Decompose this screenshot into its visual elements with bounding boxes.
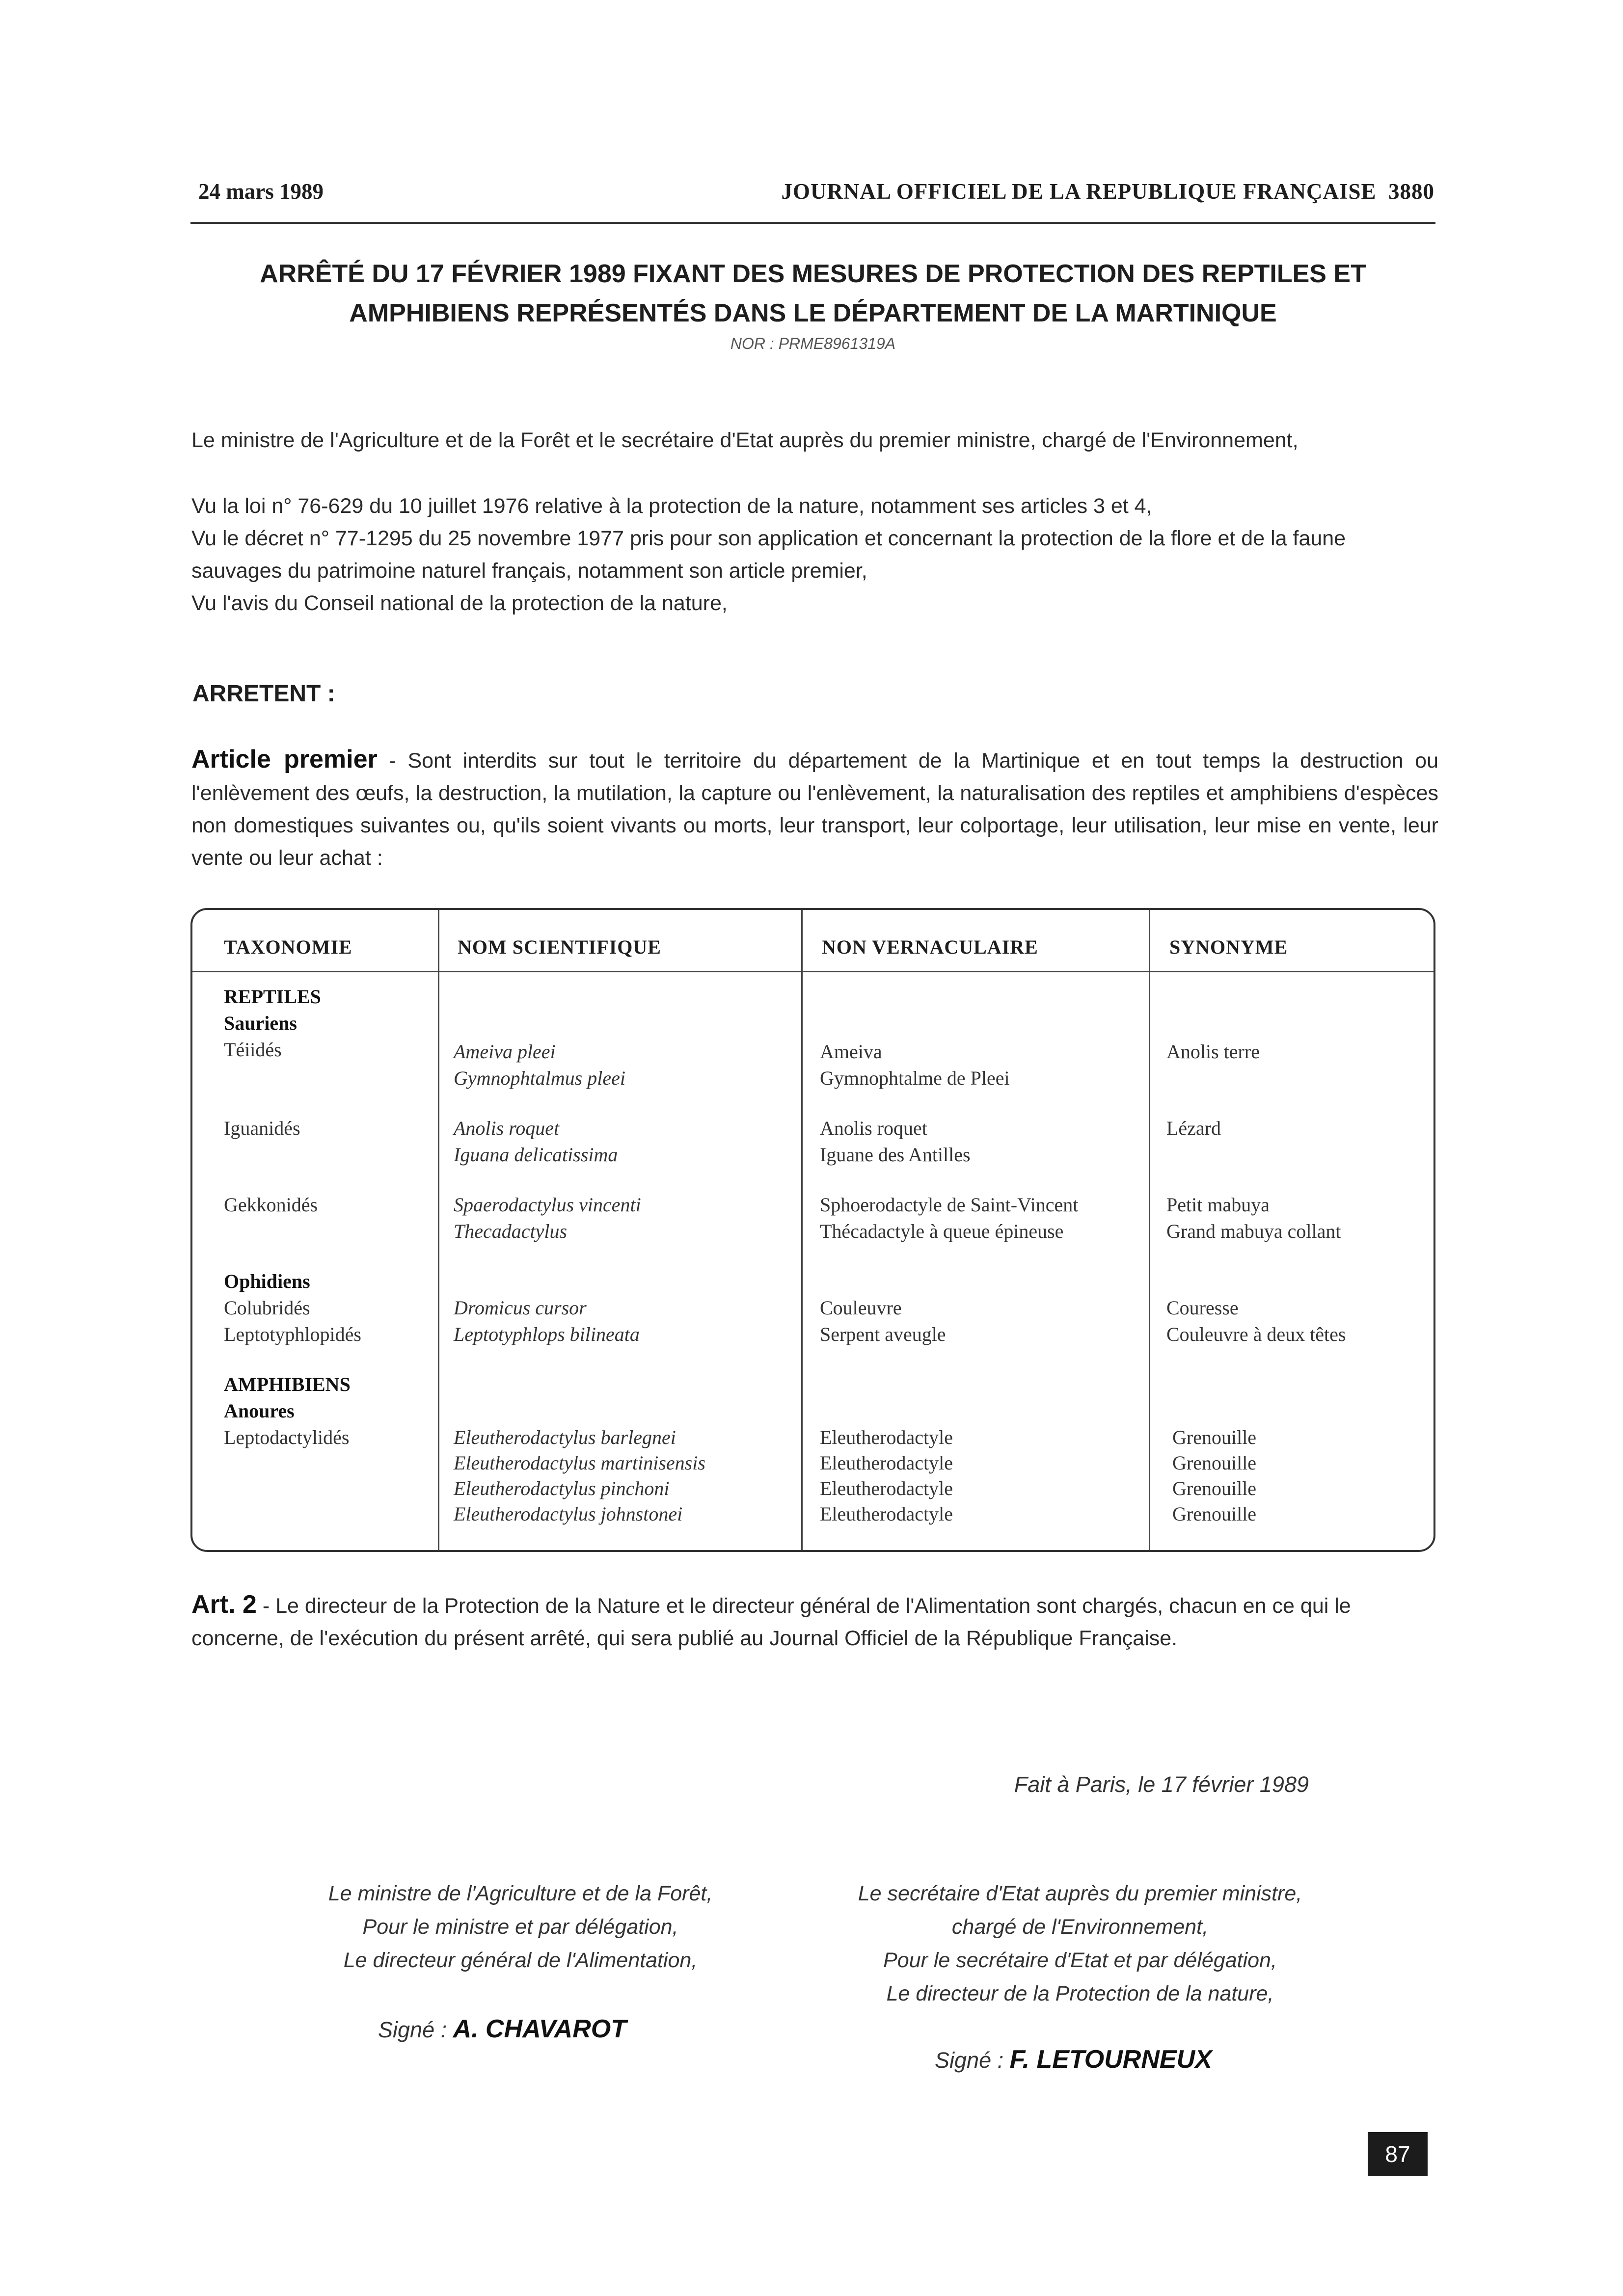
signature-right-line: Le directeur de la Protection de la nature, (886, 1982, 1274, 2005)
family-gekkonides: Gekkonidés (224, 1194, 318, 1216)
table-cell-vernacular: Gymnophtalme de Pleei (820, 1067, 1010, 1089)
table-cell-scientific: Ameiva pleei (454, 1041, 556, 1063)
visa-avis: Vu l'avis du Conseil national de la protection de la nature, (191, 591, 728, 615)
table-header-nom-vernaculaire: NON VERNACULAIRE (822, 936, 1038, 958)
signature-left-line: Le ministre de l'Agriculture et de la Forêt, (328, 1882, 713, 1905)
table-cell-scientific: Eleutherodactylus pinchoni (454, 1477, 670, 1499)
table-cell-scientific: Gymnophtalmus pleei (454, 1067, 625, 1089)
signature-right-line: chargé de l'Environnement, (951, 1915, 1209, 1939)
table-cell-synonym: Grand mabuya collant (1166, 1220, 1341, 1242)
table-cell-scientific: Eleutherodactylus johnstonei (454, 1503, 683, 1525)
group-amphibiens: AMPHIBIENS (224, 1373, 351, 1395)
visa-decret: Vu le décret n° 77-1295 du 25 novembre 1977 pris pour son application et concernant la protection de la flore et de la faune sauvages du patrimoine naturel français, notamment son article premier, (191, 527, 1346, 583)
table-cell-synonym: Petit mabuya (1166, 1194, 1270, 1216)
family-leptodactylides: Leptodactylidés (224, 1426, 350, 1448)
visa-paragraph (191, 490, 1438, 619)
document-title-line1: ARRÊTÉ DU 17 FÉVRIER 1989 FIXANT DES MESURES DE PROTECTION DES REPTILES ET (260, 260, 1366, 288)
table-header-taxonomie: TAXONOMIE (224, 936, 352, 958)
table-cell-vernacular: Couleuvre (820, 1297, 902, 1319)
group-anoures: Anoures (224, 1400, 295, 1422)
table-cell-vernacular: Eleutherodactyle (820, 1426, 953, 1448)
table-cell-synonym: Anolis terre (1166, 1041, 1260, 1063)
table-cell-scientific: Anolis roquet (454, 1117, 560, 1139)
family-leptotyphlopides: Leptotyphlopidés (224, 1323, 361, 1345)
table-cell-vernacular: Eleutherodactyle (820, 1503, 953, 1525)
article-premier-text: - Sont interdits sur tout le territoire du département de la Martinique et en tout temps la destruction ou l'enlèvement des œufs, la destruction, la mutilation, la capture ou l'enlèvement, la naturalisation des reptiles et amphibiens d'espèces non domestiques suivantes ou, qu'ils soient vivants ou morts, leur transport, leur colportage, leur utilisation, leur mise en vente, leur vente ou leur achat : (191, 749, 1438, 870)
article-2 (191, 1588, 1438, 1655)
signatory-name-right: F. LETOURNEUX (1009, 2045, 1212, 2074)
signe-label: Signé : (378, 2017, 453, 2042)
table-cell-synonym: Couleuvre à deux têtes (1166, 1323, 1346, 1345)
article-premier (191, 743, 1438, 874)
signature-left-line: Le directeur général de l'Alimentation, (343, 1949, 698, 1972)
table-cell-scientific: Spaerodactylus vincenti (454, 1194, 641, 1216)
column-divider (438, 910, 439, 1550)
visa-loi: Vu la loi n° 76-629 du 10 juillet 1976 relative à la protection de la nature, notamment ses articles 3 et 4, (191, 494, 1152, 518)
table-cell-synonym: Couresse (1166, 1297, 1239, 1319)
table-cell-vernacular: Sphoerodactyle de Saint-Vincent (820, 1194, 1079, 1216)
family-iguanides: Iguanidés (224, 1117, 300, 1139)
arretent-heading: ARRETENT : (192, 681, 335, 707)
table-cell-vernacular: Serpent aveugle (820, 1323, 946, 1345)
signatory-name-left: A. CHAVAROT (453, 2015, 626, 2043)
table-cell-scientific: Eleutherodactylus barlegnei (454, 1426, 676, 1448)
group-ophidiens: Ophidiens (224, 1270, 310, 1292)
table-cell-vernacular: Ameiva (820, 1041, 882, 1063)
table-cell-synonym: Lézard (1166, 1117, 1221, 1139)
nor-reference: NOR : PRME8961319A (730, 335, 896, 352)
table-cell-scientific: Leptotyphlops bilineata (454, 1323, 640, 1345)
table-cell-synonym: Grenouille (1172, 1477, 1257, 1499)
species-table (190, 908, 1435, 1552)
table-cell-synonym: Grenouille (1172, 1426, 1257, 1448)
family-colubrides: Colubridés (224, 1297, 310, 1319)
table-cell-synonym: Grenouille (1172, 1452, 1257, 1474)
table-header-nom-scientifique: NOM SCIENTIFIQUE (458, 936, 661, 958)
signature-block-right (795, 1877, 1365, 2010)
header-date: 24 mars 1989 (198, 179, 324, 204)
column-divider (801, 910, 803, 1550)
family-teiides: Téiidés (224, 1039, 282, 1061)
signe-chavarot (378, 2014, 626, 2044)
table-cell-vernacular: Thécadactyle à queue épineuse (820, 1220, 1064, 1242)
article-premier-label: Article premier (191, 745, 378, 774)
header-divider (192, 971, 1434, 972)
column-divider (1149, 910, 1150, 1550)
table-cell-scientific: Dromicus cursor (454, 1297, 587, 1319)
group-reptiles: REPTILES (224, 986, 321, 1008)
group-sauriens: Sauriens (224, 1012, 297, 1034)
signature-block-left (265, 1877, 776, 1977)
document-title-line2: AMPHIBIENS REPRÉSENTÉS DANS LE DÉPARTEMENT DE LA MARTINIQUE (349, 299, 1277, 327)
article-2-text: - Le directeur de la Protection de la Nature et le directeur général de l'Alimentation sont chargés, chacun en ce qui le concerne, de l'exécution du présent arrêté, qui sera publié au Journal Officiel de la République Française. (191, 1594, 1351, 1650)
table-header-synonyme: SYNONYME (1169, 936, 1288, 958)
signature-left-line: Pour le ministre et par délégation, (362, 1915, 678, 1939)
table-cell-vernacular: Eleutherodactyle (820, 1477, 953, 1499)
fait-a-paris: Fait à Paris, le 17 février 1989 (1014, 1772, 1309, 1797)
header-rule (190, 222, 1435, 224)
journal-page: 3880 (1388, 179, 1434, 204)
page-number-badge: 87 (1368, 2132, 1428, 2176)
header-journal-title (782, 179, 1434, 204)
intro-paragraph: Le ministre de l'Agriculture et de la Forêt et le secrétaire d'Etat auprès du premier ministre, chargé de l'Environnement, (191, 428, 1298, 452)
table-cell-synonym: Grenouille (1172, 1503, 1257, 1525)
journal-name: JOURNAL OFFICIEL DE LA REPUBLIQUE FRANÇAISE (781, 179, 1377, 204)
table-cell-scientific: Iguana delicatissima (454, 1144, 618, 1166)
signature-right-line: Le secrétaire d'Etat auprès du premier ministre, (858, 1882, 1302, 1905)
table-cell-scientific: Thecadactylus (454, 1220, 568, 1242)
signe-label: Signé : (935, 2048, 1010, 2073)
signature-right-line: Pour le secrétaire d'Etat et par délégation, (883, 1949, 1277, 1972)
table-cell-vernacular: Anolis roquet (820, 1117, 927, 1139)
table-cell-scientific: Eleutherodactylus martinisensis (454, 1452, 705, 1474)
table-cell-vernacular: Iguane des Antilles (820, 1144, 971, 1166)
article-2-label: Art. 2 (191, 1590, 257, 1619)
signe-letourneux (935, 2045, 1212, 2074)
table-cell-vernacular: Eleutherodactyle (820, 1452, 953, 1474)
